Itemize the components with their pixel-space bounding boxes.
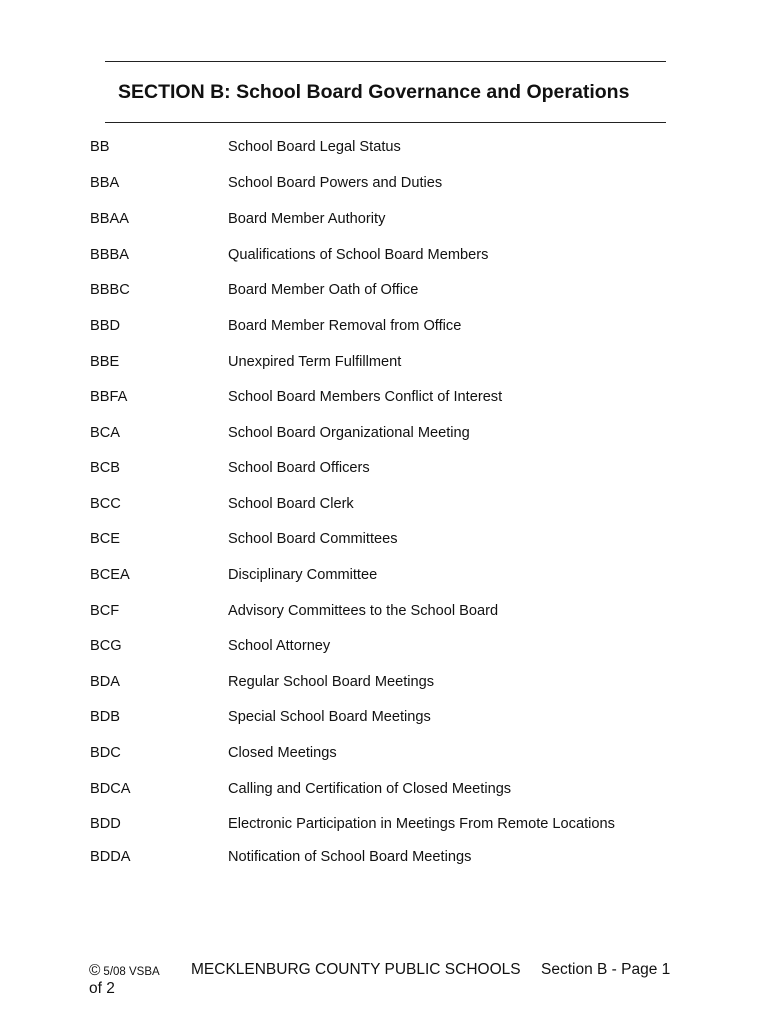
policy-code: BDC bbox=[90, 745, 121, 761]
footer-copyright bbox=[89, 962, 160, 980]
policy-code: BCA bbox=[90, 425, 121, 441]
policy-row bbox=[0, 531, 770, 551]
policy-title: Notification of School Board Meetings bbox=[228, 849, 472, 865]
policy-title: School Board Committees bbox=[228, 531, 398, 547]
policy-code: BBAA bbox=[90, 211, 129, 227]
policy-code: BCEA bbox=[90, 567, 130, 583]
policy-title: School Board Legal Status bbox=[228, 139, 401, 155]
copyright-text: 5/08 VSBA bbox=[103, 966, 160, 978]
footer-page-total: of 2 bbox=[89, 980, 115, 997]
policy-code: BDDA bbox=[90, 849, 131, 865]
policy-title: Calling and Certification of Closed Meetings bbox=[228, 781, 512, 797]
policy-title: School Board Organizational Meeting bbox=[228, 425, 470, 441]
policy-code: BBFA bbox=[90, 389, 128, 405]
policy-code: BCG bbox=[90, 638, 122, 654]
policy-row bbox=[0, 709, 770, 729]
policy-row bbox=[0, 282, 770, 302]
policy-row bbox=[0, 849, 770, 869]
policy-title: Unexpired Term Fulfillment bbox=[228, 354, 402, 370]
footer-page-number: Section B - Page 1 bbox=[541, 961, 671, 978]
policy-code: BCE bbox=[90, 531, 121, 547]
policy-title: School Board Members Conflict of Interest bbox=[228, 389, 503, 405]
policy-code: BDD bbox=[90, 816, 121, 832]
policy-title: Board Member Oath of Office bbox=[228, 282, 419, 298]
policy-code: BBBA bbox=[90, 247, 129, 263]
section-title: SECTION B: School Board Governance and Operations bbox=[118, 81, 630, 103]
policy-code: BB bbox=[90, 139, 110, 155]
policy-row bbox=[0, 745, 770, 765]
policy-title: Disciplinary Committee bbox=[228, 567, 378, 583]
policy-row bbox=[0, 460, 770, 480]
policy-title: Board Member Removal from Office bbox=[228, 318, 462, 334]
policy-code: BDCA bbox=[90, 781, 131, 797]
policy-row bbox=[0, 354, 770, 374]
page-footer bbox=[0, 958, 770, 1008]
policy-code: BCB bbox=[90, 460, 121, 476]
copyright-icon: © bbox=[89, 962, 101, 979]
policy-row bbox=[0, 603, 770, 623]
policy-title: Board Member Authority bbox=[228, 211, 386, 227]
policy-row bbox=[0, 139, 770, 159]
policy-code: BDB bbox=[90, 709, 121, 725]
policy-code: BBE bbox=[90, 354, 120, 370]
policy-code: BCF bbox=[90, 603, 120, 619]
policy-row bbox=[0, 816, 770, 836]
policy-row bbox=[0, 247, 770, 267]
policy-row bbox=[0, 389, 770, 409]
policy-code: BBA bbox=[90, 175, 120, 191]
policy-row bbox=[0, 318, 770, 338]
policy-row bbox=[0, 211, 770, 231]
policy-code: BDA bbox=[90, 674, 121, 690]
policy-code: BBD bbox=[90, 318, 121, 334]
policy-row bbox=[0, 638, 770, 658]
policy-code: BBBC bbox=[90, 282, 130, 298]
policy-row bbox=[0, 781, 770, 801]
policy-row bbox=[0, 674, 770, 694]
policy-row bbox=[0, 567, 770, 587]
policy-title: Closed Meetings bbox=[228, 745, 337, 761]
policy-title: Qualifications of School Board Members bbox=[228, 247, 489, 263]
policy-title: School Board Clerk bbox=[228, 496, 354, 512]
policy-title: Advisory Committees to the School Board bbox=[228, 603, 499, 619]
footer-organization: MECKLENBURG COUNTY PUBLIC SCHOOLS bbox=[191, 961, 521, 978]
policy-row bbox=[0, 175, 770, 195]
policy-row bbox=[0, 425, 770, 445]
policy-title: School Attorney bbox=[228, 638, 331, 654]
policy-row bbox=[0, 496, 770, 516]
policy-title: Electronic Participation in Meetings From Remote Locations bbox=[228, 816, 615, 832]
policy-title: Special School Board Meetings bbox=[228, 709, 431, 725]
policy-title: Regular School Board Meetings bbox=[228, 674, 435, 690]
policy-title: School Board Powers and Duties bbox=[228, 175, 443, 191]
policy-code: BCC bbox=[90, 496, 121, 512]
policy-title: School Board Officers bbox=[228, 460, 370, 476]
